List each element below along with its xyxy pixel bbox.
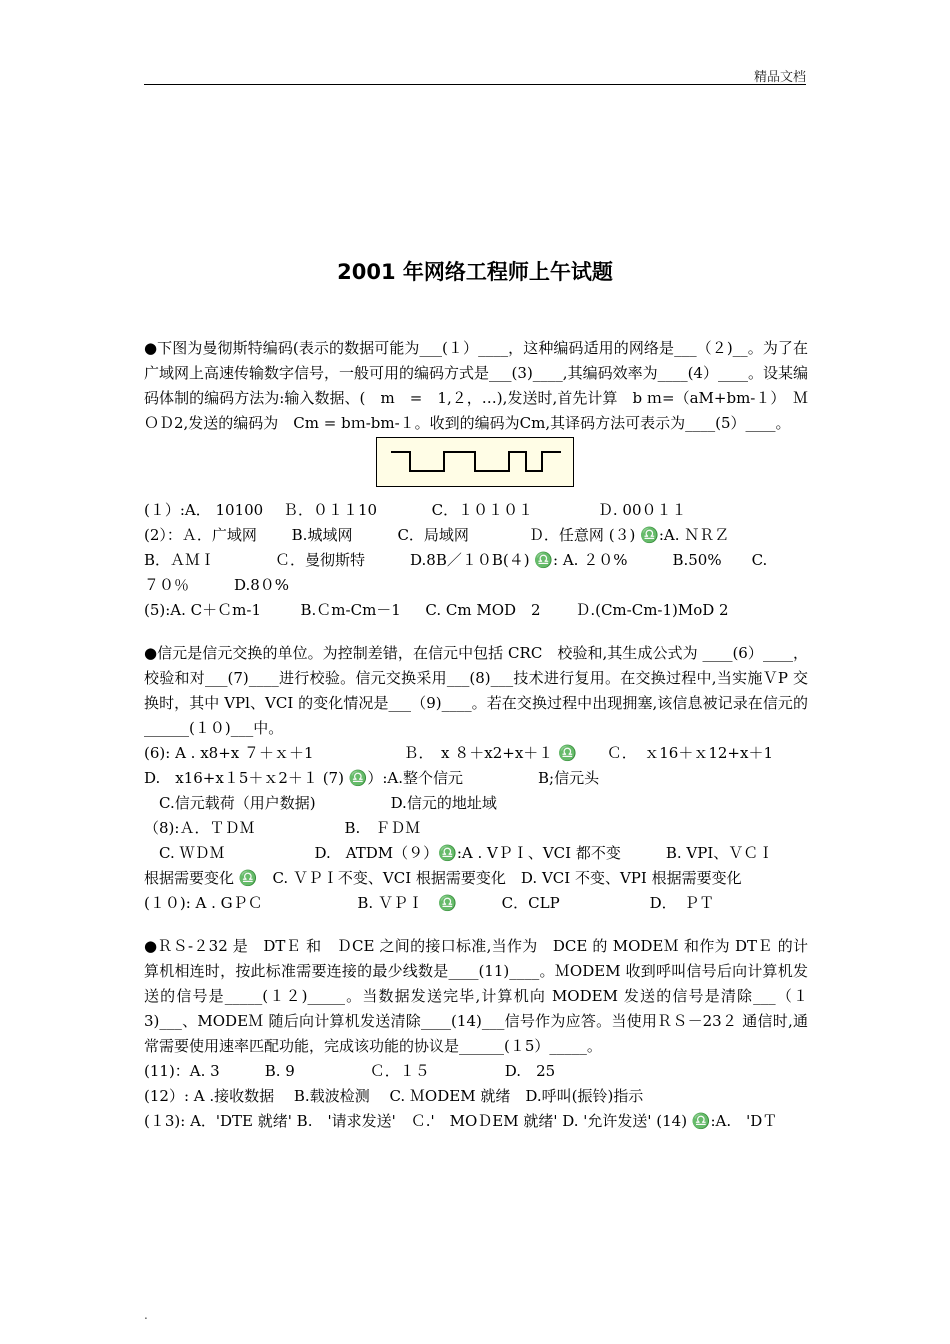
- question-2-option-line: C.信元载荷（用户数据) D.信元的地址域: [144, 794, 497, 812]
- question-1-option-line: (2）：Ａ．广域网 B.城域网 C．局域网 Ｄ．任意网 (３) ♎:A. ＮＲＺ: [144, 526, 730, 544]
- manchester-waveform-icon: [377, 438, 572, 485]
- question-1-text: ●下图为曼彻斯特编码(表示的数据可能为___(１）____，这种编码适用的网络是___（２)__。为了在广域网上高速传输数字信号，一般可用的编码方式是___(3)____,其编码效率为____(4）____。设某编码体制的编码方法为:输入数据、( m = 1,２，…),发送时,首先计算 b ｍ=（aM+bm-１） ＭＯＤ2,发送的编码为 Cm = bｍ-bm-１。收到的编码为Cm,其译码方法可表示为____(5）____。: [144, 339, 808, 432]
- header-rule: [144, 84, 806, 85]
- question-2-option-line: （8):Ａ．ＴＤＭ B. ＦＤＭ: [144, 819, 421, 837]
- question-3-option-line: (11)：A. 3 B. 9 Ｃ．１５ D. 25: [144, 1062, 556, 1080]
- question-2-text: ●信元是信元交换的单位。为控制差错，在信元中包括 CRC 校验和,其生成公式为 ____(6）____，校验和对___(7)____进行校验。信元交换采用___(8)___技术进行复用。在交换过程中,当实施ＶP 交换时，其中 VPl、VCI 的变化情况是___（9)____。若在交换过程中出现拥塞,该信息被记录在信元的______(１０)___中。: [144, 644, 808, 737]
- question-2-option-line: (１０): A . GＰＣ B. ＶＰＩ ♎ C．CLP D． ＰＴ: [144, 894, 715, 912]
- footer-mark: .: [144, 1308, 148, 1322]
- page-header-label: 精品文档: [753, 70, 806, 85]
- document-body: [144, 336, 808, 1134]
- question-1-option-line: ７０％ D.8０%: [144, 576, 290, 594]
- question-1-option-line: (１）:A． 10100 Ｂ．０１１10 C．１０１０１ Ｄ. 00０１１: [144, 501, 687, 519]
- manchester-waveform-figure: [376, 437, 574, 487]
- section-gap: [144, 916, 808, 934]
- question-2-option-line: 根据需要变化 ♎ C. ＶＰＩ不变、VCI 根据需要变化 D. VCI 不变、VPI 根据需要变化: [144, 869, 742, 887]
- question-1-option-line: (5):A. C＋Ｃm-1 B.Ｃm-Cm－1 C. Cm MOD 2 Ｄ.(Cm-Cm-1)MoD 2: [144, 601, 729, 619]
- section-gap: [144, 623, 808, 641]
- question-2-option-line: (6): A . x8+x ７＋ｘ＋1 Ｂ． x ８＋x2+x＋１ ♎ Ｃ． ｘ16＋ｘ12+x＋1: [144, 744, 773, 762]
- question-3-text: ●ＲＳ-２32 是 DTＥ 和 ＤCE 之间的接口标准,当作为 DCE 的 MODEＭ 和作为 DTＥ 的计算机相连时，按此标准需要连接的最少线数是____(11)____。ＭODEM 收到呼叫信号后向计算机发送的信号是_____(１２)_____。当数据发送完毕,计算机向 MODEM 发送的信号是清除___（１3)___、MODEＭ 随后向计算机发送清除____(14)___信号作为应答。当使用ＲＳ－23２ 通信时,通常需要使用速率匹配功能，完成该功能的协议是______(１5）_____。: [144, 937, 808, 1055]
- question-3-option-line: (12）: A .接收数据 B.载波检测 C. ＭODEM 就绪 D.呼叫(振铃)指示: [144, 1087, 644, 1105]
- question-2-option-line: C. ＷＤＭ D. ATDM（９）♎:A . VＰＩ、VCI 都不变 B. VPI、ＶＣＩ: [144, 844, 774, 862]
- question-3-option-line: (１3): A．'DTE 就绪' B. '请求发送' Ｃ.' MOＤEM 就绪' D. '允许发送' (14) ♎:A. 'DＴ: [144, 1112, 778, 1130]
- question-2-option-line: D. x16+x１5＋ｘ2＋１ (7) ♎）:A.整个信元 B;信元头: [144, 769, 600, 787]
- document-title: 2001 年网络工程师上午试题: [337, 260, 613, 284]
- question-1-option-line: B．ＡＭＩ Ｃ．曼彻斯特 D.8B／１０B(４) ♎: A. ２０% B.50% C.: [144, 551, 768, 569]
